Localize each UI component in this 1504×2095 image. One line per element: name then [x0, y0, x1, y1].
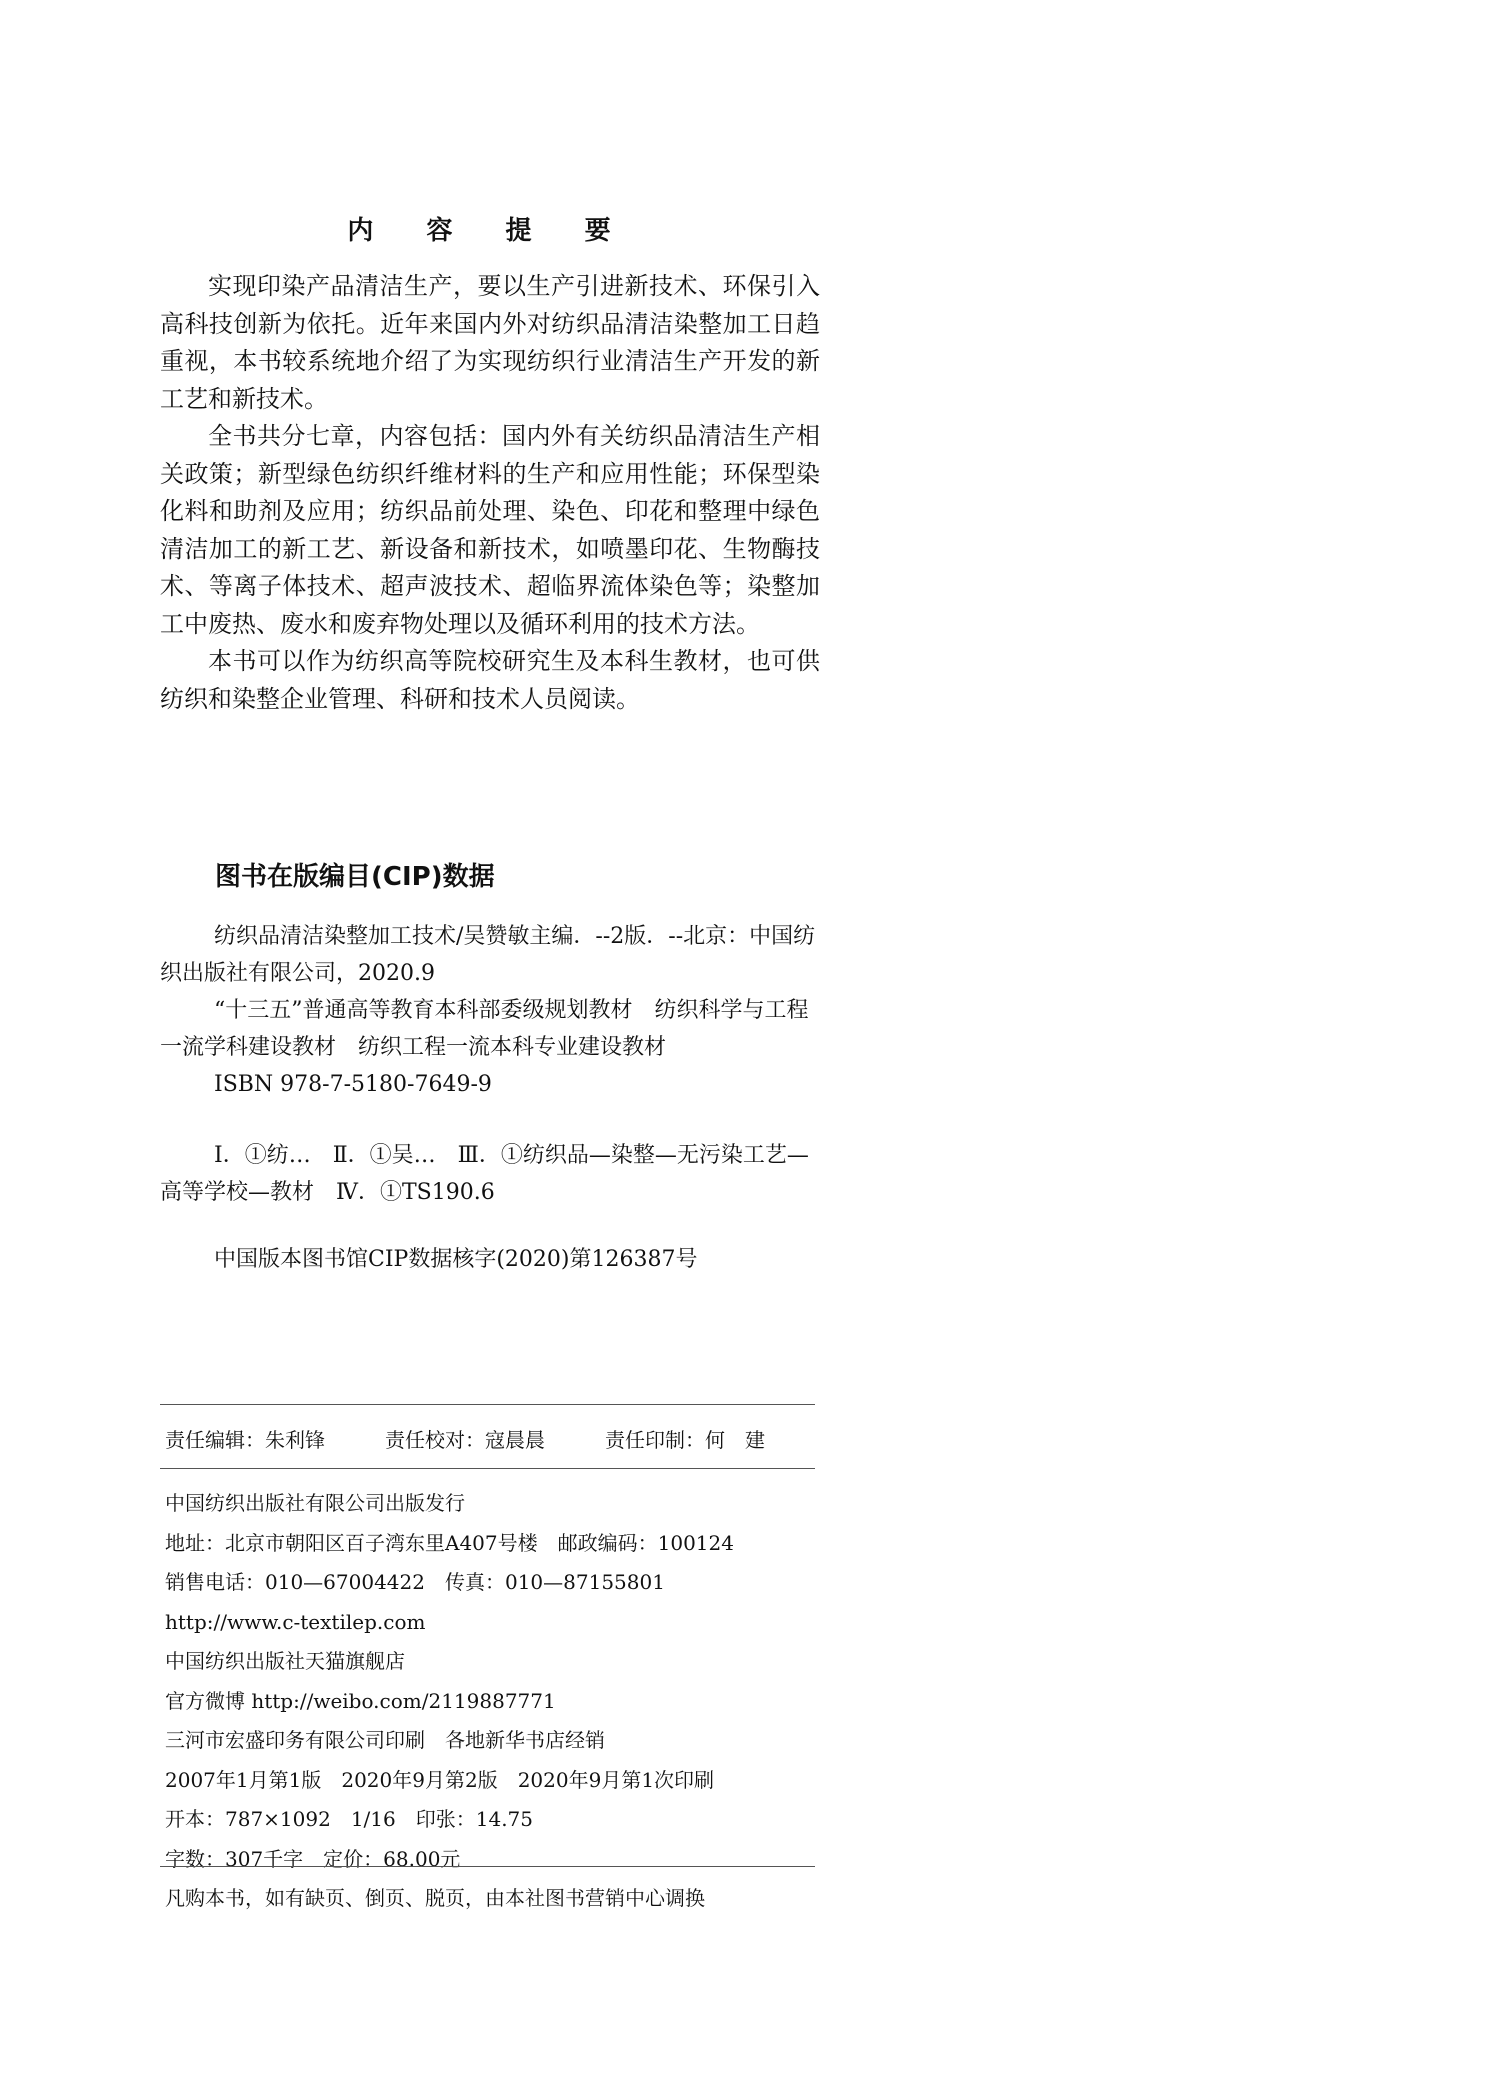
summary-paragraph: 本书可以作为纺织高等院校研究生及本科生教材，也可供纺织和染整企业管理、科研和技术人员阅读。 — [160, 647, 820, 713]
publisher-info — [165, 1484, 734, 1879]
address-line: 地址：北京市朝阳区百子湾东里A407号楼 邮政编码：100124 — [165, 1530, 734, 1555]
cip-isbn: ISBN 978-7-5180-7649-9 — [214, 1072, 492, 1097]
cip-series: “十三五”普通高等教育本科部委级规划教材 纺织科学与工程一流学科建设教材 纺织工程一流本科专业建设教材 — [160, 998, 809, 1060]
divider — [160, 1866, 815, 1867]
summary-body — [160, 268, 820, 718]
store-line: 中国纺织出版社天猫旗舰店 — [165, 1649, 405, 1673]
price-line: 字数：307千字 定价：68.00元 — [165, 1846, 461, 1871]
divider — [160, 1468, 815, 1469]
return-policy-note: 凡购本书，如有缺页、倒页、脱页，由本社图书营销中心调换 — [165, 1886, 705, 1910]
publisher-line: 中国纺织出版社有限公司出版发行 — [165, 1491, 465, 1515]
printer-line: 三河市宏盛印务有限公司印刷 各地新华书店经销 — [165, 1728, 605, 1752]
website-line: http://www.c-textilep.com — [165, 1609, 426, 1634]
weibo-line: 官方微博 http://weibo.com/2119887771 — [165, 1688, 556, 1713]
cip-data — [160, 918, 820, 1278]
cip-verification: 中国版本图书馆CIP数据核字(2020)第126387号 — [214, 1247, 698, 1272]
cip-classification: Ⅰ．①纺… Ⅱ．①吴… Ⅲ．①纺织品—染整—无污染工艺—高等学校—教材 Ⅳ．①TS190.6 — [160, 1143, 809, 1205]
cip-title: 图书在版编目(CIP)数据 — [215, 862, 495, 892]
cip-entry: 纺织品清洁染整加工技术/吴赞敏主编．--2版．--北京：中国纺织出版社有限公司，2020.9 — [160, 924, 816, 986]
format-line: 开本：787×1092 1/16 印张：14.75 — [165, 1807, 533, 1831]
phone-line: 销售电话：010—67004422 传真：010—87155801 — [165, 1570, 665, 1594]
summary-paragraph: 全书共分七章，内容包括：国内外有关纺织品清洁生产相关政策；新型绿色纺织纤维材料的生产和应用性能；环保型染化料和助剂及应用；纺织品前处理、染色、印花和整理中绿色清洁加工的新工艺、新设备和新技术，如喷墨印花、生物酶技术、等离子体技术、超声波技术、超临界流体染色等；染整加工中废热、废水和废弃物处理以及循环利用的技术方法。 — [160, 422, 820, 638]
editorial-credits: 责任编辑：朱利锋 责任校对：寇晨晨 责任印制：何 建 — [165, 1428, 765, 1452]
summary-paragraph: 实现印染产品清洁生产，要以生产引进新技术、环保引入高科技创新为依托。近年来国内外对纺织品清洁染整加工日趋重视，本书较系统地介绍了为实现纺织行业清洁生产开发的新工艺和新技术。 — [160, 272, 820, 413]
divider — [160, 1404, 815, 1405]
summary-heading: 内 容 提 要 — [347, 216, 633, 246]
edition-line: 2007年1月第1版 2020年9月第2版 2020年9月第1次印刷 — [165, 1767, 715, 1792]
